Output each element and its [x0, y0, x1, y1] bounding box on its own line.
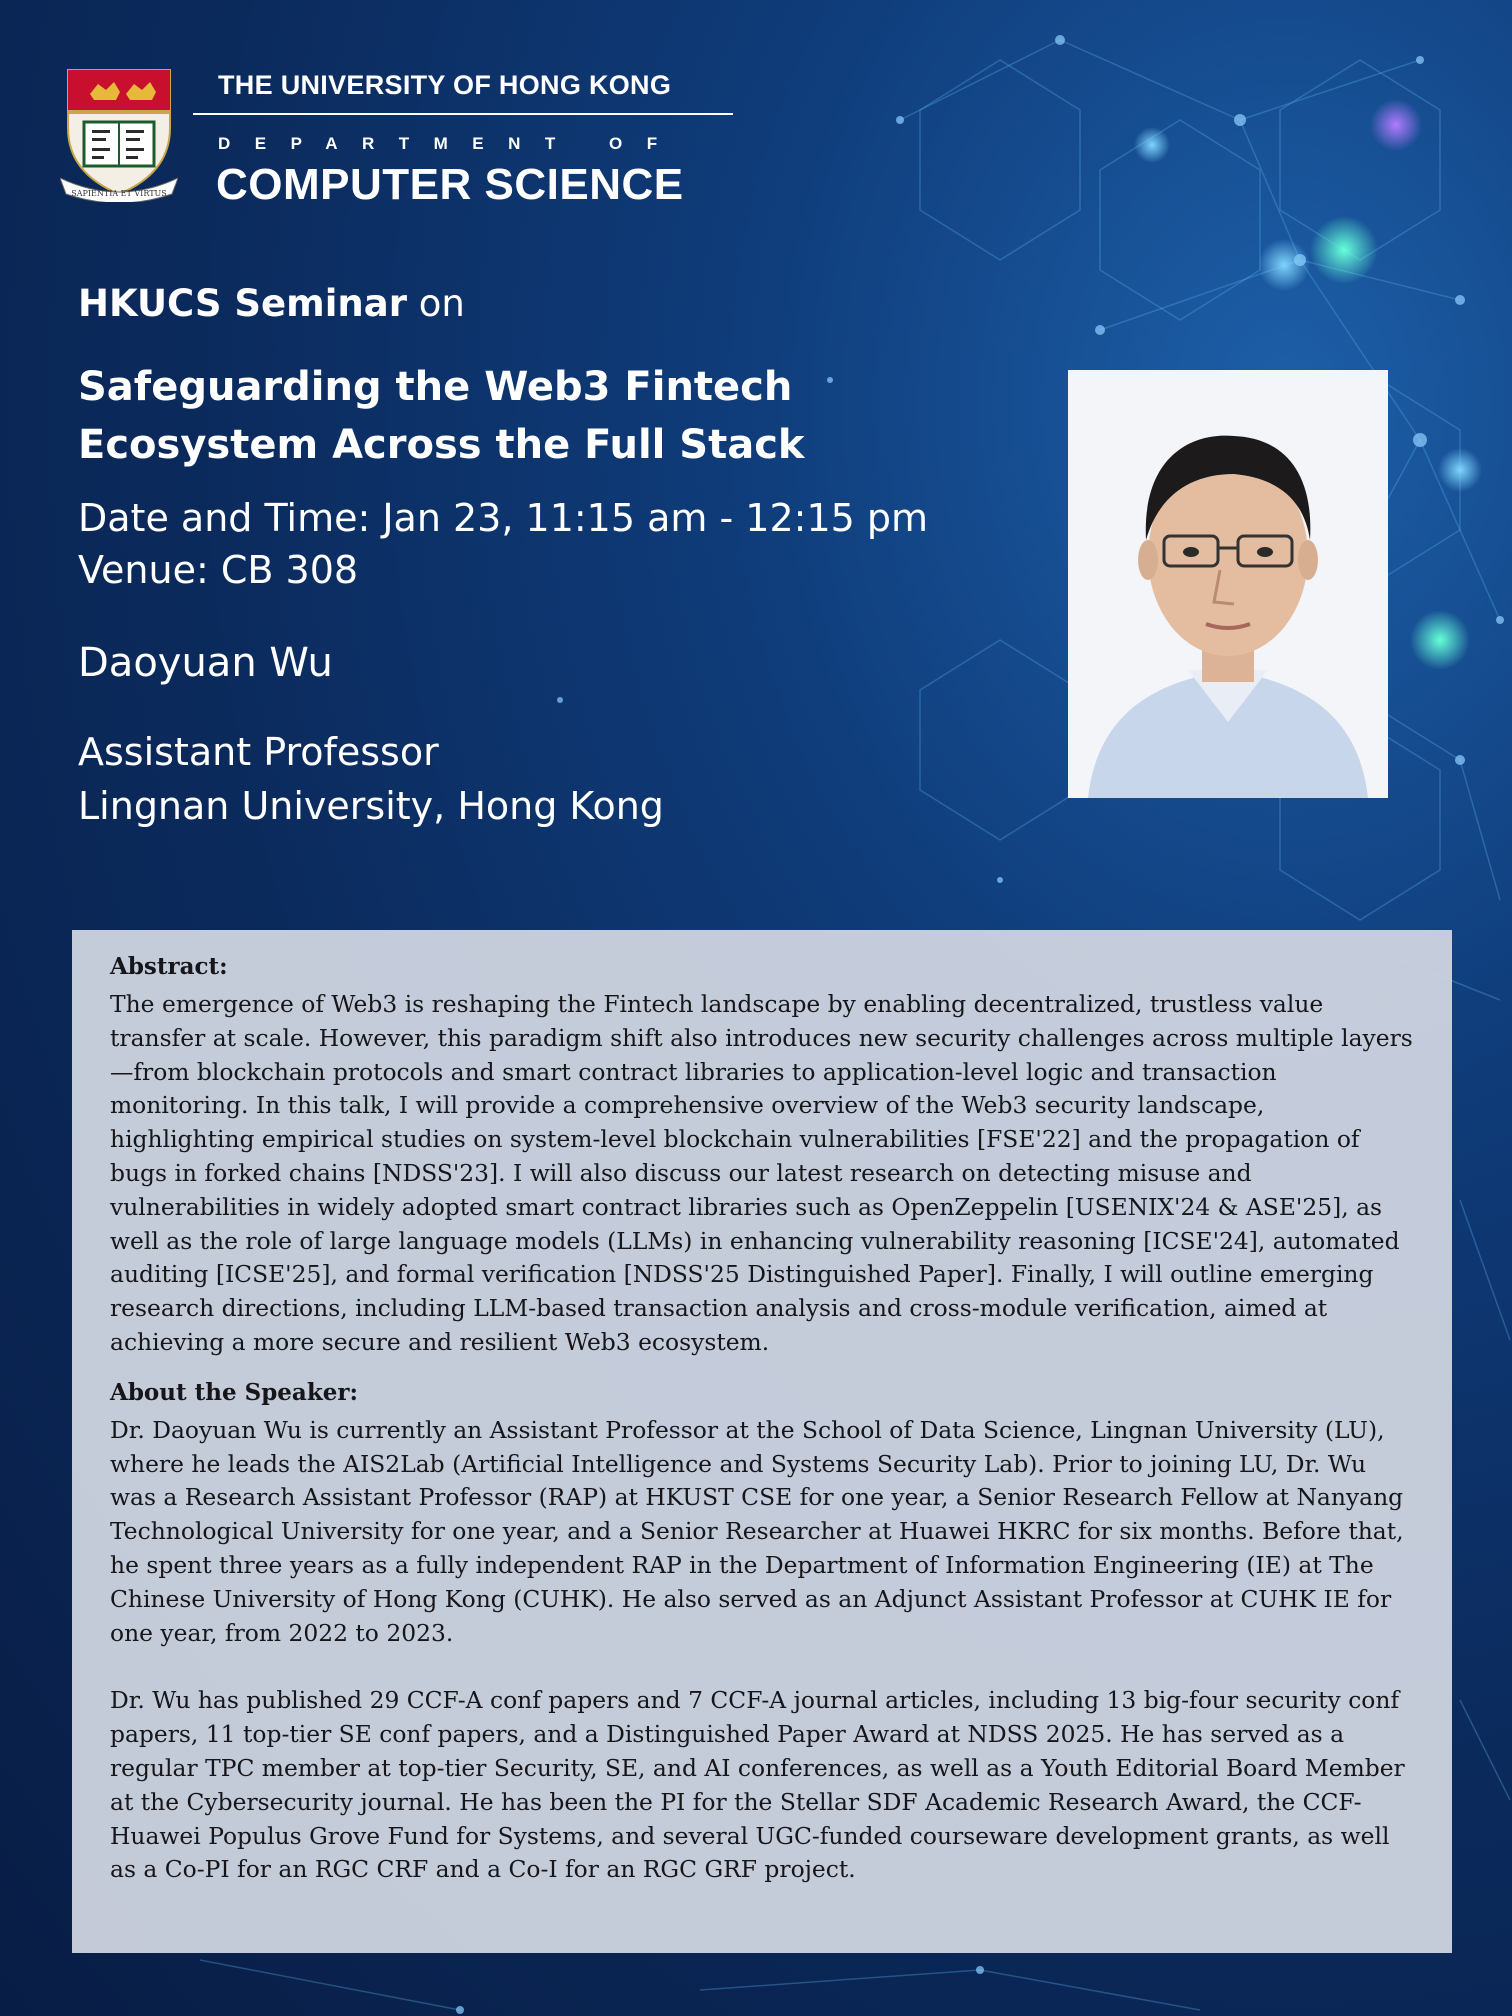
abstract-heading: Abstract: [110, 953, 228, 980]
university-name: THE UNIVERSITY OF HONG KONG [218, 70, 672, 100]
speaker-bio-paragraph-1: Dr. Daoyuan Wu is currently an Assistant Professor at the School of Data Science, Lingnan University (LU), where he leads the AIS2Lab (Artificial Intelligence and Systems Security Lab). Prior to joining LU, Dr. Wu was a Research Assistant Professor (RAP) at HKUST CSE for one year, a Senior Research Fellow at Nanyang Technological University for one year, and a Senior Researcher at Huawei HKRC for six months. Before that, he spent three years as a fully independent RAP in the Department of Information Engineering (IE) at The Chinese University of Hong Kong (CUHK). He also served as an Adjunct Assistant Professor at CUHK IE for one year, from 2022 to 2023. [110, 1415, 1404, 1647]
event-date-time: Date and Time: Jan 23, 11:15 am - 12:15 pm [78, 496, 929, 540]
seminar-series-suffix: on [406, 282, 465, 325]
hku-crest-logo [60, 66, 178, 202]
speaker-photo [1068, 370, 1388, 798]
talk-title: Safeguarding the Web3 Fintech Ecosystem Across the Full Stack [78, 364, 805, 468]
speaker-bio-paragraph-2: Dr. Wu has published 29 CCF-A conf papers and 7 CCF-A journal articles, including 13 big-four security conf papers, 11 top-tier SE conf papers, and a Distinguished Paper Award at NDSS 2025. He has served as a regular TPC member at top-tier Security, SE, and AI conferences, as well as a Youth Editorial Board Member at the Cybersecurity journal. He has been the PI for the Stellar SDF Academic Research Award, the CCF-Huawei Populus Grove Fund for Systems, and several UGC-funded courseware development grants, as well as a Co-PI for an RGC CRF and a Co-I for an RGC GRF project. [110, 1686, 1405, 1884]
header-divider [193, 113, 733, 115]
department-name: COMPUTER SCIENCE [216, 160, 684, 209]
abstract-panel [72, 930, 1452, 1953]
paragraph-spacer [110, 1650, 1414, 1684]
about-speaker-heading: About the Speaker: [110, 1378, 359, 1406]
abstract-text: The emergence of Web3 is reshaping the Fintech landscape by enabling decentralized, trustless value transfer at scale. However, this paradigm shift also introduces new security challenges across multiple layers—from blockchain protocols and smart contract libraries to application-level logic and transaction monitoring. In this talk, I will provide a comprehensive overview of the Web3 security landscape, highlighting empirical studies on system-level blockchain vulnerabilities [FSE'22] and the propagation of bugs in forked chains [NDSS'23]. I will also discuss our latest research on detecting misuse and vulnerabilities in widely adopted smart contract libraries such as OpenZeppelin [USENIX'24 & ASE'25], as well as the role of large language models (LLMs) in enhancing vulnerability reasoning [ICSE'24], automated auditing [ICSE'25], and formal verification [NDSS'25 Distinguished Paper]. Finally, I will outline emerging research directions, including LLM-based transaction analysis and cross-module verification, aimed at achieving a more secure and resilient Web3 ecosystem. [110, 990, 1413, 1356]
seminar-series [78, 282, 465, 325]
seminar-series-name: HKUCS Seminar [78, 282, 407, 325]
speaker-position: Assistant Professor [78, 730, 439, 774]
svg-text:SAPIENTIA ET VIRTUS: SAPIENTIA ET VIRTUS [71, 189, 167, 198]
speaker-affiliation: Lingnan University, Hong Kong [78, 784, 664, 828]
event-venue: Venue: CB 308 [78, 548, 359, 592]
speaker-name: Daoyuan Wu [78, 640, 333, 686]
department-label: DEPARTMENT OF [218, 134, 682, 153]
